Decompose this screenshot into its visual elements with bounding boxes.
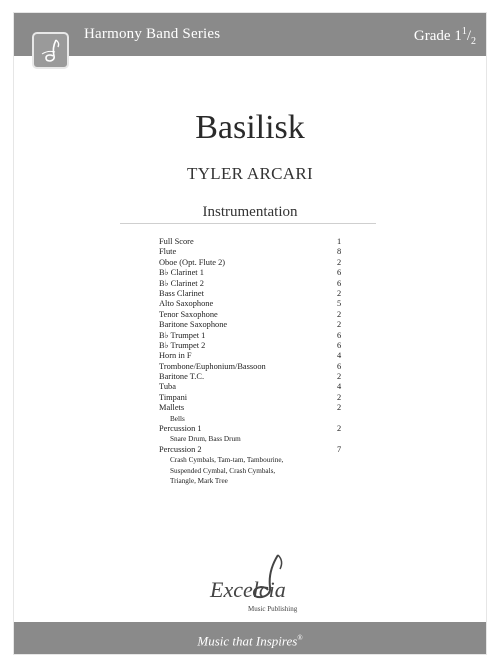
score-cover bbox=[14, 13, 486, 654]
instrument-row bbox=[159, 403, 359, 413]
instrument-detail bbox=[159, 414, 359, 424]
grade-prefix: Grade 1 bbox=[413, 28, 462, 44]
instrument-qty: 8 bbox=[337, 247, 342, 257]
instrument-name: Oboe (Opt. Flute 2) bbox=[159, 257, 226, 267]
footer-band bbox=[14, 622, 486, 654]
instrument-row bbox=[159, 279, 359, 289]
instrument-qty: 2 bbox=[337, 309, 342, 319]
instrument-qty: 6 bbox=[337, 268, 342, 278]
instrument-name: Baritone Saxophone bbox=[159, 320, 228, 330]
instrument-name: Horn in F bbox=[159, 351, 192, 361]
instrument-qty: 6 bbox=[337, 361, 342, 371]
publisher-name: Excelcia bbox=[210, 577, 286, 602]
excelcia-logo bbox=[204, 553, 304, 623]
instrument-row bbox=[159, 310, 359, 320]
instrument-row bbox=[159, 393, 359, 403]
instrument-detail bbox=[159, 434, 359, 444]
instrument-qty: 6 bbox=[337, 278, 342, 288]
instrument-name: B♭ Trumpet 2 bbox=[159, 340, 206, 350]
instrument-detail bbox=[159, 476, 359, 486]
instrumentation-list bbox=[159, 237, 359, 486]
instrument-name: Crash Cymbals, Tam-tam, Tambourine, bbox=[170, 456, 284, 465]
instrument-qty: 7 bbox=[337, 444, 342, 454]
instrument-detail bbox=[159, 455, 359, 465]
instrument-name: B♭ Trumpet 1 bbox=[159, 330, 206, 340]
instrument-name: Bells bbox=[170, 414, 185, 423]
grade-frac-num: 1 bbox=[461, 26, 467, 37]
instrument-name: Percussion 2 bbox=[159, 444, 202, 454]
instrument-row bbox=[159, 382, 359, 392]
instrument-qty: 2 bbox=[337, 288, 342, 298]
instrument-row bbox=[159, 424, 359, 434]
instrument-row bbox=[159, 362, 359, 372]
instrument-qty: 2 bbox=[337, 392, 342, 402]
instrument-name: Flute bbox=[159, 247, 177, 257]
instrument-qty: 2 bbox=[337, 257, 342, 267]
series-name: Harmony Band Series bbox=[84, 26, 221, 42]
instrument-qty: 2 bbox=[337, 320, 342, 330]
instrument-row bbox=[159, 247, 359, 257]
instrument-name: Alto Saxophone bbox=[159, 299, 214, 309]
grade-label: Grade $1^1/_2$ bbox=[413, 26, 476, 47]
instrument-row bbox=[159, 372, 359, 382]
instrument-row bbox=[159, 237, 359, 247]
instrument-name: Trombone/Euphonium/Bassoon bbox=[159, 361, 266, 371]
instrument-qty: 2 bbox=[337, 403, 342, 413]
instrument-qty: 6 bbox=[337, 330, 342, 340]
piece-title: Basilisk bbox=[195, 109, 305, 146]
instrument-name: Snare Drum, Bass Drum bbox=[170, 435, 241, 444]
instrument-row bbox=[159, 331, 359, 341]
instrument-qty: 2 bbox=[337, 372, 342, 382]
instrument-name: Tuba bbox=[159, 382, 176, 392]
series-header-band bbox=[14, 13, 486, 56]
instrument-name: Baritone T.C. bbox=[159, 372, 205, 382]
grade-frac-den: 2 bbox=[471, 36, 476, 47]
instrument-row bbox=[159, 445, 359, 455]
footer-tagline: Music that Inspires bbox=[197, 633, 298, 649]
instrument-name: Full Score bbox=[159, 237, 194, 246]
instrument-name: Tenor Saxophone bbox=[159, 309, 218, 319]
instrument-row bbox=[159, 299, 359, 309]
instrument-qty: 6 bbox=[337, 340, 342, 350]
instrument-qty: 1 bbox=[337, 237, 342, 246]
instrument-qty: 4 bbox=[337, 351, 342, 361]
instrument-row bbox=[159, 268, 359, 278]
instrument-name: Triangle, Mark Tree bbox=[170, 476, 228, 485]
instrument-row bbox=[159, 341, 359, 351]
footer-tm: ® bbox=[297, 634, 303, 642]
harmony-series-logo-icon bbox=[32, 32, 69, 69]
instrument-qty: 4 bbox=[337, 382, 342, 392]
instrument-qty: 5 bbox=[337, 299, 342, 309]
instrument-detail bbox=[159, 466, 359, 476]
instrument-row bbox=[159, 320, 359, 330]
instrumentation-heading: Instrumentation bbox=[202, 204, 298, 220]
instrument-name: Mallets bbox=[159, 403, 185, 413]
instrument-name: Bass Clarinet bbox=[159, 288, 204, 298]
heading-divider bbox=[120, 223, 376, 224]
instrument-name: Percussion 1 bbox=[159, 424, 202, 434]
instrument-name: B♭ Clarinet 1 bbox=[159, 268, 204, 278]
instrument-row bbox=[159, 351, 359, 361]
instrument-name: B♭ Clarinet 2 bbox=[159, 278, 204, 288]
instrument-row bbox=[159, 289, 359, 299]
instrument-row bbox=[159, 258, 359, 268]
instrument-qty: 2 bbox=[337, 424, 342, 434]
composer-name: TYLER ARCARI bbox=[187, 164, 313, 183]
instrument-name: Timpani bbox=[159, 392, 188, 402]
publisher-sub: Music Publishing bbox=[248, 605, 298, 613]
instrument-name: Suspended Cymbal, Crash Cymbals, bbox=[170, 466, 276, 475]
